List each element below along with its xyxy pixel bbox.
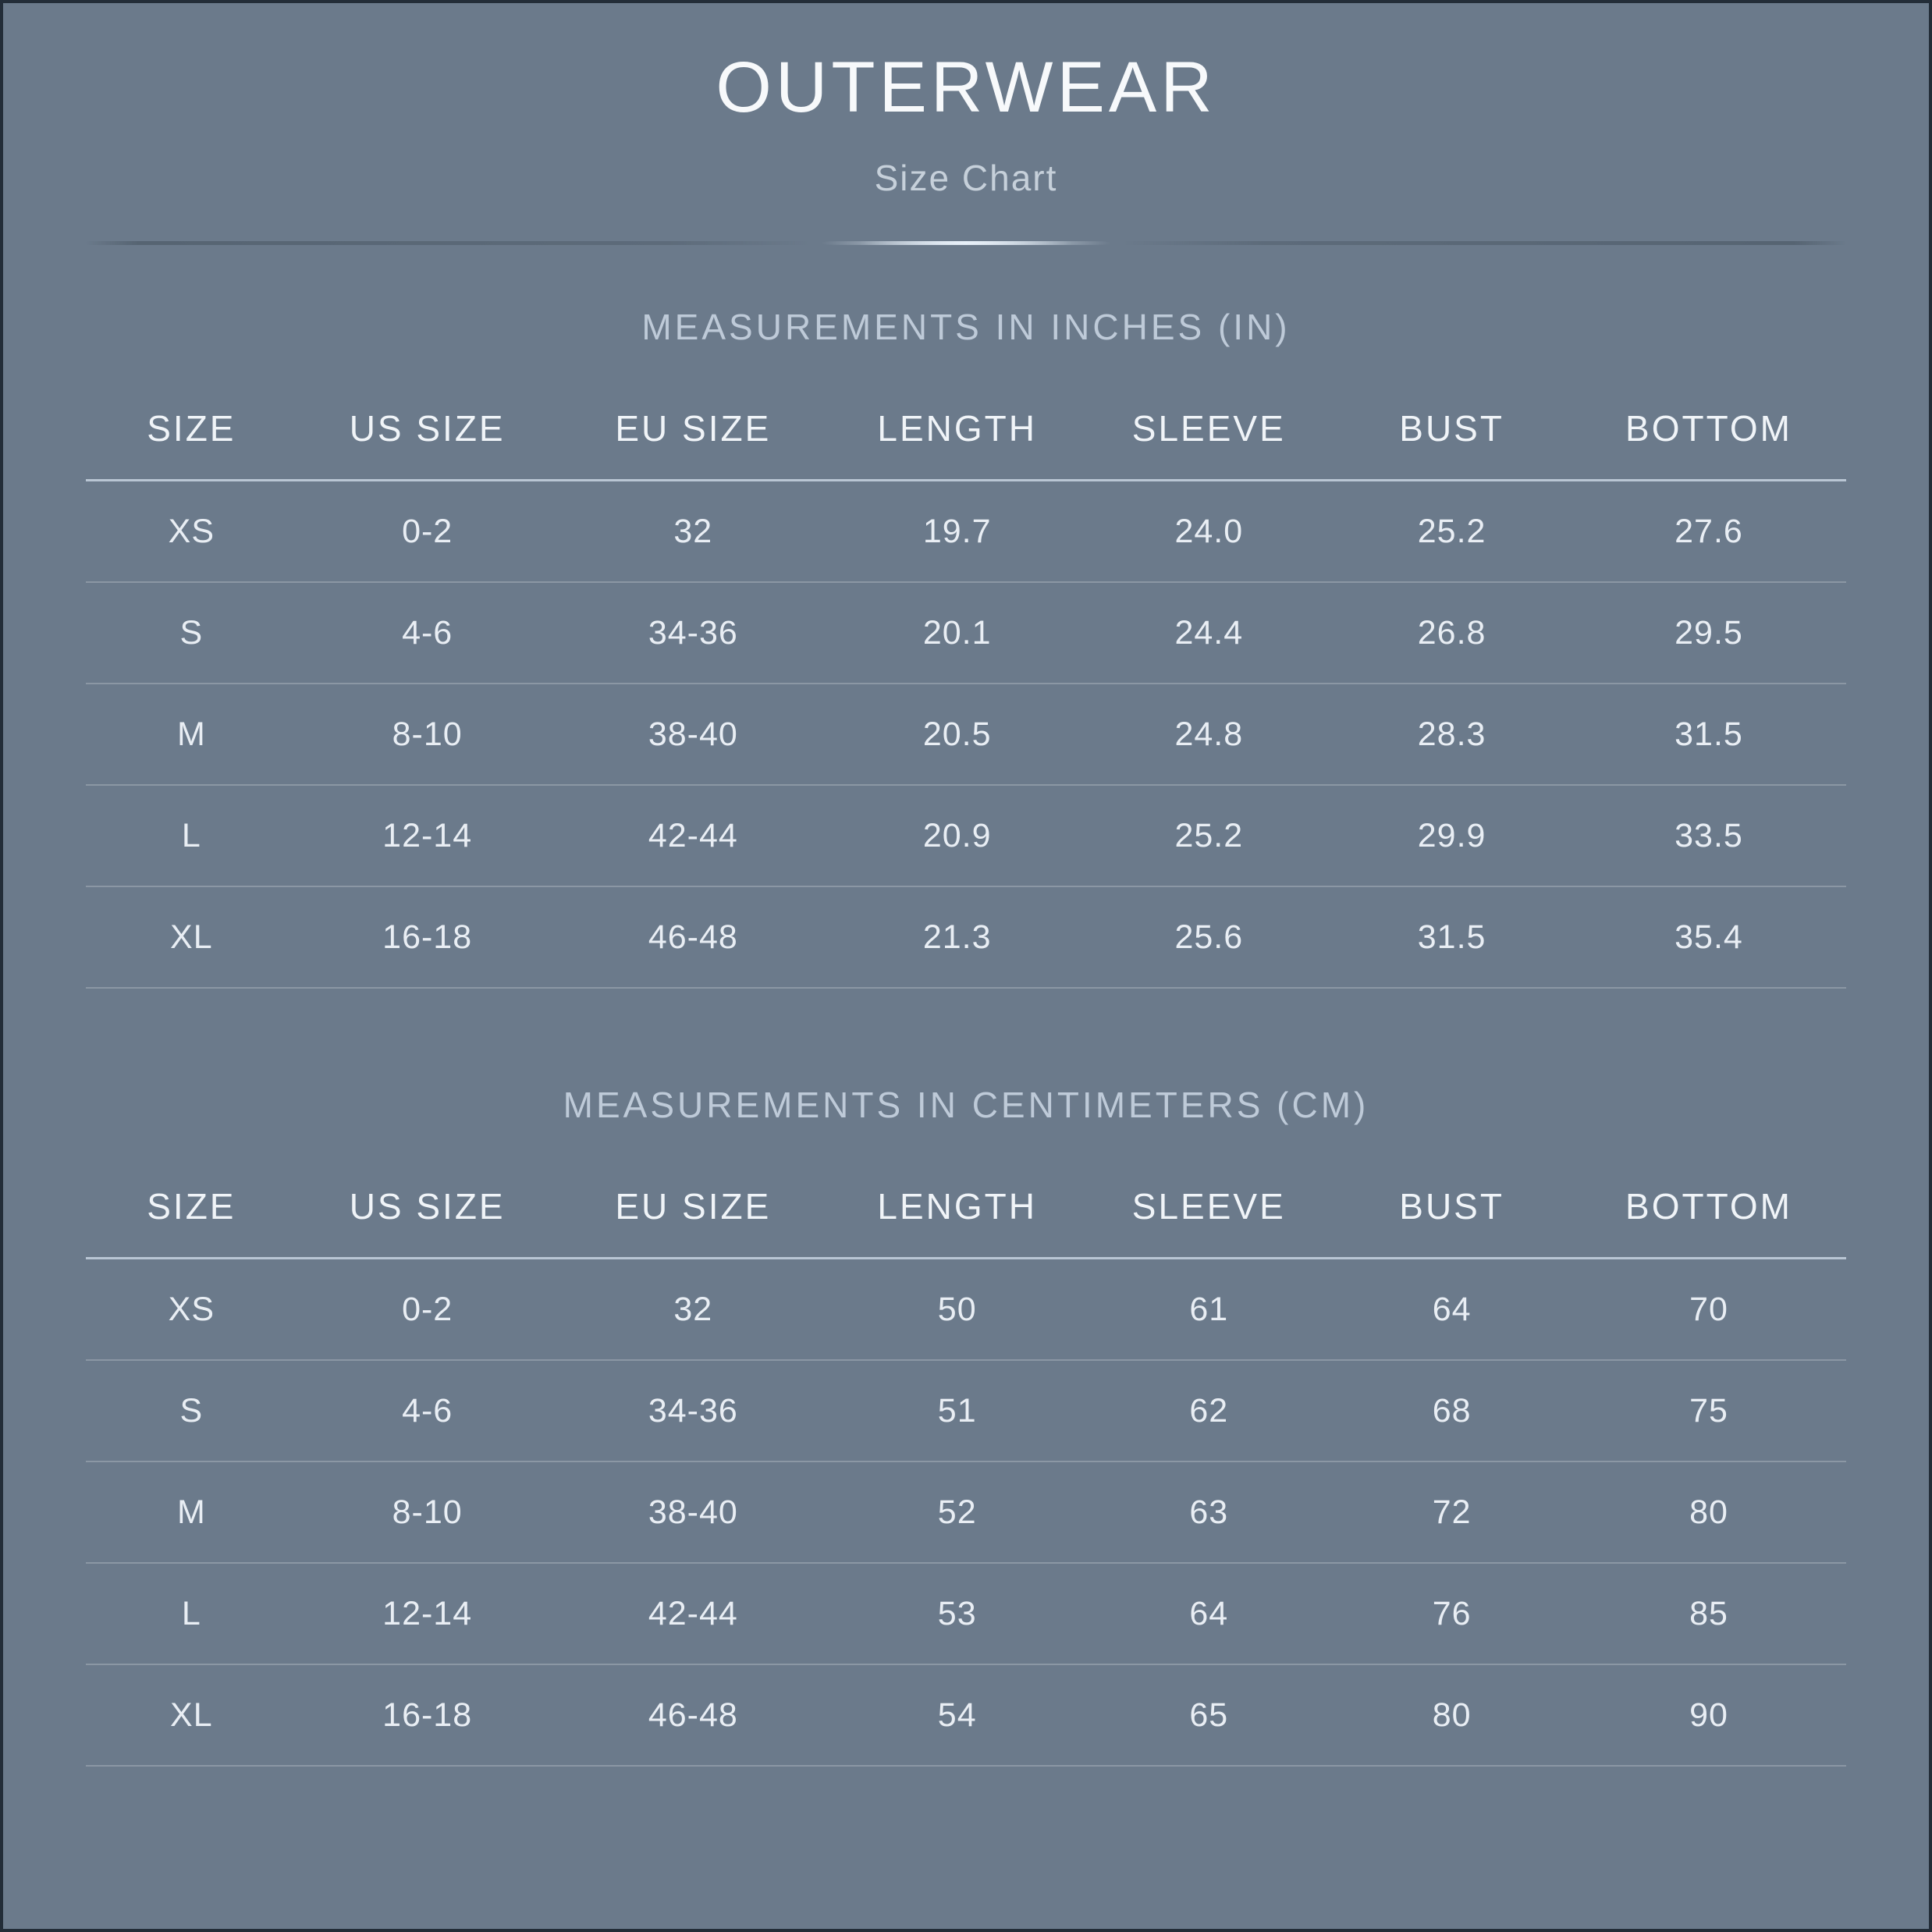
table-cell: 31.5 bbox=[1417, 918, 1486, 956]
table-cell: 75 bbox=[1689, 1391, 1728, 1429]
table-cell: 20.9 bbox=[922, 816, 992, 854]
table-cell: 38-40 bbox=[648, 715, 738, 753]
table-cell: XS bbox=[168, 1290, 215, 1328]
table-cell: 33.5 bbox=[1675, 816, 1743, 854]
table-cell: 4-6 bbox=[402, 1391, 453, 1429]
table-cell: L bbox=[181, 1594, 201, 1632]
table-cell: 24.8 bbox=[1174, 715, 1244, 753]
table-cell: S bbox=[179, 613, 204, 652]
table-cell: 52 bbox=[937, 1493, 977, 1531]
table-cell: 4-6 bbox=[402, 613, 453, 652]
table-cell: 63 bbox=[1189, 1493, 1229, 1531]
table-cell: 46-48 bbox=[648, 918, 738, 956]
row-divider bbox=[86, 987, 1846, 989]
table-cell: 32 bbox=[673, 1290, 713, 1328]
table-cell: 46-48 bbox=[648, 1696, 738, 1734]
table-cell: 28.3 bbox=[1417, 715, 1486, 753]
table-cell: 38-40 bbox=[648, 1493, 738, 1531]
row-divider bbox=[86, 1765, 1846, 1767]
size-table-centimeters bbox=[86, 1156, 1846, 1767]
table-cell: 8-10 bbox=[392, 715, 463, 753]
table-cell: 20.1 bbox=[922, 613, 992, 652]
table-row-l bbox=[86, 786, 1846, 886]
table-cell: 25.2 bbox=[1174, 816, 1244, 854]
table-cell: 21.3 bbox=[922, 918, 992, 956]
table-cell: 80 bbox=[1689, 1493, 1728, 1531]
section-title-centimeters: MEASUREMENTS IN CENTIMETERS (CM) bbox=[563, 1085, 1369, 1125]
section-title-inches: MEASUREMENTS IN INCHES (IN) bbox=[641, 307, 1291, 347]
table-cell: 24.0 bbox=[1174, 512, 1244, 550]
table-cell: 19.7 bbox=[922, 512, 992, 550]
column-header-bust: BUST bbox=[1399, 408, 1504, 449]
table-cell: XL bbox=[170, 918, 213, 956]
table-cell: 64 bbox=[1189, 1594, 1229, 1632]
column-header-sleeve: SLEEVE bbox=[1131, 1186, 1286, 1227]
table-cell: 53 bbox=[937, 1594, 977, 1632]
table-cell: S bbox=[179, 1391, 204, 1429]
table-cell: 70 bbox=[1689, 1290, 1728, 1328]
table-cell: 16-18 bbox=[382, 1696, 473, 1734]
table-cell: XL bbox=[170, 1696, 213, 1734]
column-header-us-size: US SIZE bbox=[349, 408, 506, 449]
table-row-s bbox=[86, 1361, 1846, 1461]
table-cell: 51 bbox=[937, 1391, 977, 1429]
table-cell: 32 bbox=[673, 512, 713, 550]
table-cell: 90 bbox=[1689, 1696, 1728, 1734]
table-cell: 12-14 bbox=[382, 816, 473, 854]
column-header-bust: BUST bbox=[1399, 1186, 1504, 1227]
table-cell: 34-36 bbox=[648, 1391, 738, 1429]
table-cell: M bbox=[176, 715, 206, 753]
table-cell: 35.4 bbox=[1675, 918, 1743, 956]
column-header-bottom: BOTTOM bbox=[1625, 1186, 1792, 1227]
table-cell: 24.4 bbox=[1174, 613, 1244, 652]
section-centimeters bbox=[3, 1084, 1929, 1767]
table-cell: L bbox=[181, 816, 201, 854]
table-cell: 85 bbox=[1689, 1594, 1728, 1632]
table-cell: 12-14 bbox=[382, 1594, 473, 1632]
table-cell: XS bbox=[168, 512, 215, 550]
table-row-xs bbox=[86, 481, 1846, 581]
table-cell: 65 bbox=[1189, 1696, 1229, 1734]
page-title: OUTERWEAR bbox=[716, 48, 1216, 127]
poster-header bbox=[3, 47, 1929, 245]
table-cell: 34-36 bbox=[648, 613, 738, 652]
table-row-l bbox=[86, 1564, 1846, 1664]
table-cell: 76 bbox=[1432, 1594, 1472, 1632]
table-cell: 42-44 bbox=[648, 816, 738, 854]
column-header-eu-size: EU SIZE bbox=[615, 1186, 772, 1227]
table-cell: 72 bbox=[1432, 1493, 1472, 1531]
table-row-xl bbox=[86, 1665, 1846, 1765]
table-row-m bbox=[86, 684, 1846, 784]
column-header-size: SIZE bbox=[147, 1186, 236, 1227]
table-row-xl bbox=[86, 887, 1846, 987]
column-header-length: LENGTH bbox=[877, 1186, 1037, 1227]
table-cell: 20.5 bbox=[922, 715, 992, 753]
table-cell: 50 bbox=[937, 1290, 977, 1328]
table-cell: 54 bbox=[937, 1696, 977, 1734]
column-header-us-size: US SIZE bbox=[349, 1186, 506, 1227]
section-inches bbox=[3, 306, 1929, 989]
table-cell: M bbox=[176, 1493, 206, 1531]
table-cell: 80 bbox=[1432, 1696, 1472, 1734]
size-table-inches bbox=[86, 378, 1846, 989]
column-header-length: LENGTH bbox=[877, 408, 1037, 449]
column-header-bottom: BOTTOM bbox=[1625, 408, 1792, 449]
table-cell: 27.6 bbox=[1675, 512, 1743, 550]
table-cell: 0-2 bbox=[402, 1290, 453, 1328]
table-cell: 31.5 bbox=[1675, 715, 1743, 753]
table-cell: 29.9 bbox=[1417, 816, 1486, 854]
table-cell: 8-10 bbox=[392, 1493, 463, 1531]
table-cell: 68 bbox=[1432, 1391, 1472, 1429]
table-row-xs bbox=[86, 1259, 1846, 1359]
table-cell: 0-2 bbox=[402, 512, 453, 550]
table-row-s bbox=[86, 583, 1846, 683]
table-cell: 25.2 bbox=[1417, 512, 1486, 550]
page-subtitle: Size Chart bbox=[874, 158, 1058, 198]
table-cell: 61 bbox=[1189, 1290, 1229, 1328]
table-header-row bbox=[86, 1156, 1846, 1257]
table-cell: 16-18 bbox=[382, 918, 473, 956]
column-header-sleeve: SLEEVE bbox=[1131, 408, 1286, 449]
table-cell: 64 bbox=[1432, 1290, 1472, 1328]
column-header-size: SIZE bbox=[147, 408, 236, 449]
table-cell: 26.8 bbox=[1417, 613, 1486, 652]
table-cell: 29.5 bbox=[1675, 613, 1743, 652]
table-cell: 62 bbox=[1189, 1391, 1229, 1429]
table-row-m bbox=[86, 1462, 1846, 1562]
column-header-eu-size: EU SIZE bbox=[615, 408, 772, 449]
table-header-row bbox=[86, 378, 1846, 479]
title-divider bbox=[86, 241, 1846, 245]
table-cell: 25.6 bbox=[1174, 918, 1244, 956]
table-cell: 42-44 bbox=[648, 1594, 738, 1632]
